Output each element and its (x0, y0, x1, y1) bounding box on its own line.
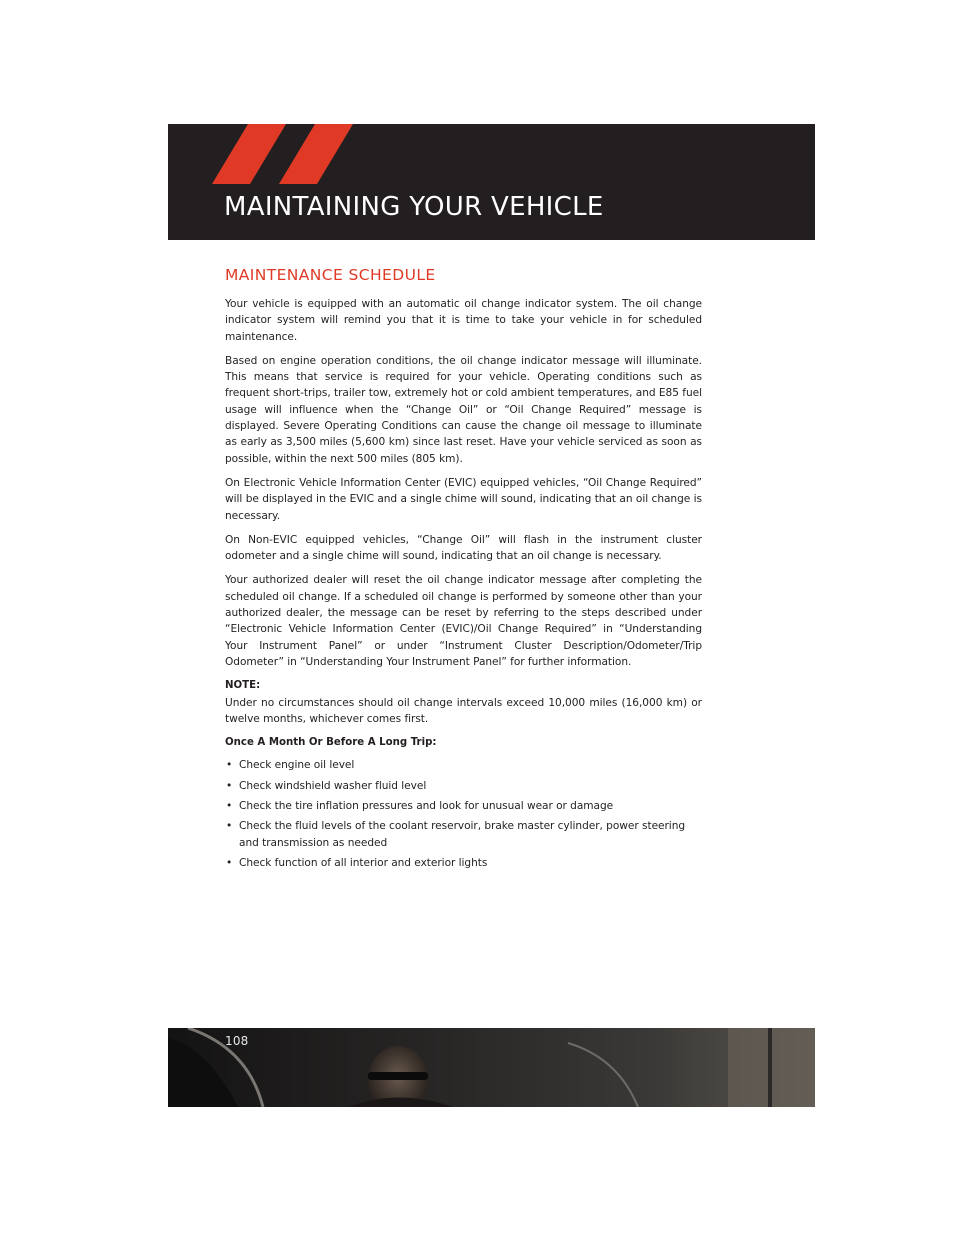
bullet-icon: • (226, 759, 233, 772)
checklist-heading: Once A Month Or Before A Long Trip: (225, 737, 437, 749)
bullet-icon: • (226, 856, 233, 869)
paragraph: Your authorized dealer will reset the oil change indicator message after completing the scheduled oil change. If a scheduled oil change is performed by someone other than your authorized dealer, the message can be reset by referring to the steps described under “Electronic Vehicle Information Center (EVIC)/Oil Change Required” in “Understanding Your Instrument Panel” or under “Instrument Cluster Description/Odometer/Trip Odometer” in “Understanding Your Instrument Panel” for further information. (225, 574, 702, 668)
racing-stripes-logo (168, 124, 368, 186)
list-item-text: Check function of all interior and exterior lights (239, 856, 488, 869)
list-item-text: Check engine oil level (239, 759, 355, 772)
note-text: Under no circumstances should oil change intervals exceed 10,000 miles (16,000 km) or twelve months, whichever comes first. (225, 696, 702, 725)
paragraph: On Electronic Vehicle Information Center (EVIC) equipped vehicles, “Oil Change Required” will be displayed in the EVIC and a single chime will sound, indicating that an oil change is necessary. (225, 476, 702, 522)
footer-driver-photo (168, 1028, 815, 1107)
paragraph: Your vehicle is equipped with an automatic oil change indicator system. The oil change indicator system will remind you that it is time to take your vehicle in for scheduled maintenance. (225, 298, 702, 343)
checklist (225, 757, 702, 871)
paragraph: Based on engine operation conditions, the oil change indicator message will illuminate. This means that service is required for your vehicle. Operating conditions such as frequent short-trips, trailer tow, extremely hot or cold ambient temperatures, and E85 fuel usage will influence when the “Change Oil” or “Oil Change Required” message is displayed. Severe Operating Conditions can cause the change oil message to illuminate as early as 3,500 miles (5,600 km) since last reset. Have your vehicle serviced as soon as possible, within the next 500 miles (805 km). (225, 354, 702, 465)
bullet-icon: • (226, 800, 233, 813)
list-item (225, 757, 702, 773)
footer-band (168, 1028, 815, 1107)
list-item-text: Check windshield washer fluid level (239, 779, 427, 792)
list-item-text: Check the fluid levels of the coolant reservoir, brake master cylinder, power steering and transmission as needed (239, 820, 686, 849)
list-item (225, 778, 702, 794)
bullet-icon: • (226, 779, 233, 792)
chapter-title: MAINTAINING YOUR VEHICLE (224, 192, 604, 222)
main-content (225, 266, 702, 875)
page-number: 108 (225, 1034, 249, 1048)
list-item (225, 818, 702, 851)
note-label: NOTE: (225, 680, 261, 692)
section-heading: MAINTENANCE SCHEDULE (225, 266, 436, 284)
list-item (225, 798, 702, 814)
bullet-icon: • (226, 820, 233, 833)
chapter-header (168, 124, 815, 240)
list-item-text: Check the tire inflation pressures and look for unusual wear or damage (239, 800, 614, 813)
list-item (225, 855, 702, 871)
paragraph: On Non-EVIC equipped vehicles, “Change Oil” will flash in the instrument cluster odometer and a single chime will sound, indicating that an oil change is necessary. (225, 533, 702, 563)
